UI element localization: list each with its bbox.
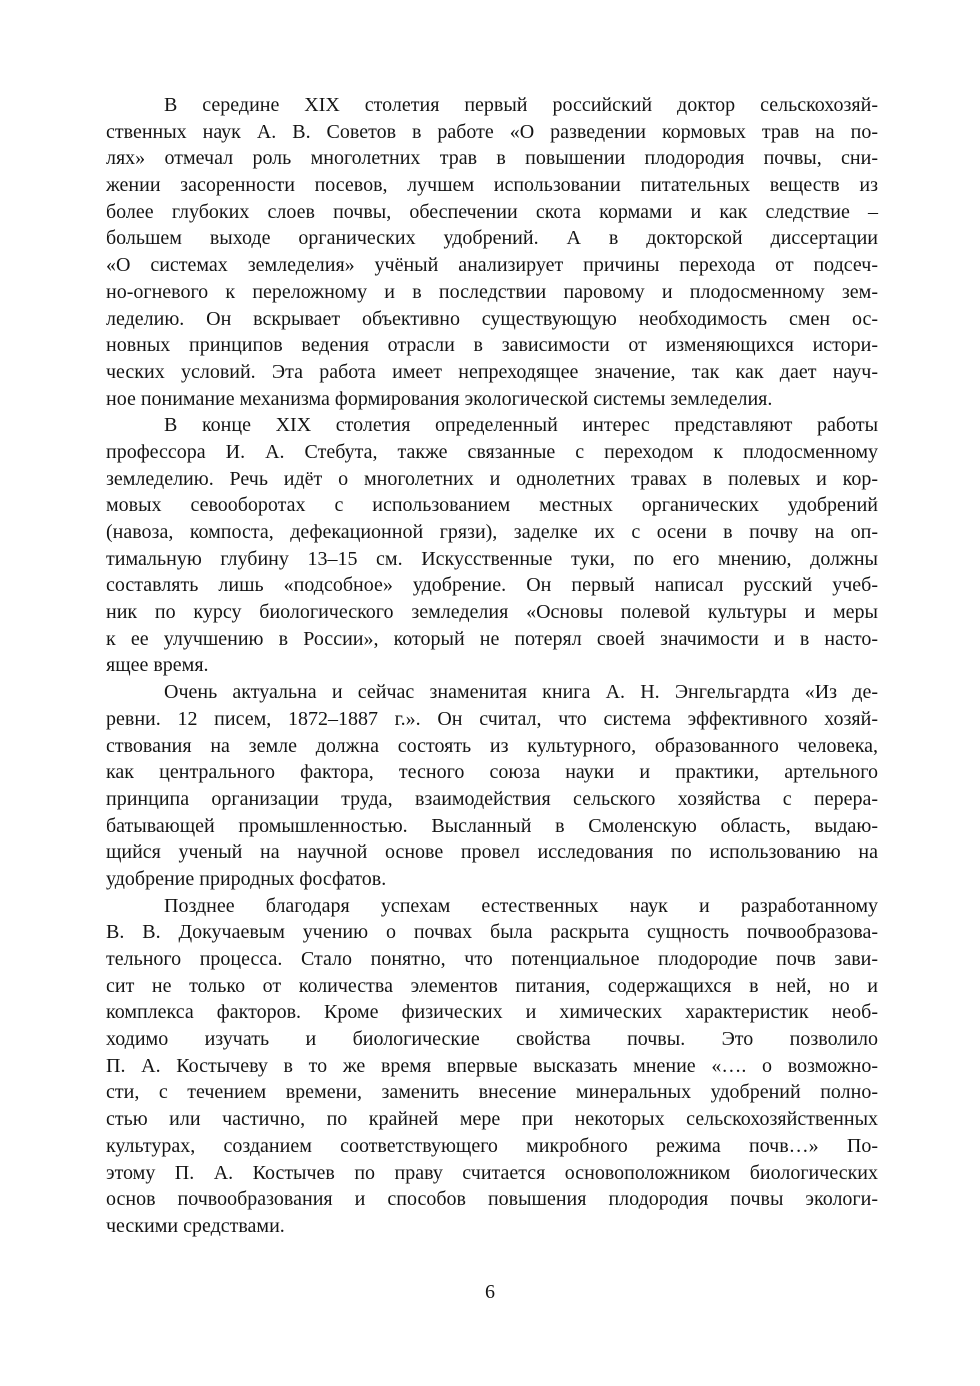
text-line: щийся ученый на научной основе провел исследования по использованию на (106, 841, 878, 864)
text-line: В середине XIX столетия первый российский доктор сельскохозяй- (164, 94, 878, 116)
text-line: к ее улучшению в России», который не потерял своей значимости и в насто- (106, 627, 878, 650)
text-line: как центрального фактора, тесного союза науки и практики, артельного (106, 761, 878, 784)
text-line: жении засоренности посевов, лучшем использовании питательных веществ из (106, 174, 878, 197)
text-line: тельного процесса. Стало понятно, что потенциальное плодородие почв зави- (106, 948, 878, 970)
text-line: ствования на земле должна состоять из культурного, образованного человека, (106, 734, 878, 757)
text-line: земледелию. Речь идёт о многолетних и однолетних травах в полевых и кор- (106, 467, 878, 490)
text-line: основ почвообразования и способов повышения плодородия почвы экологи- (106, 1188, 878, 1211)
text-line: ческими средствами. (106, 1214, 285, 1237)
page-number: 6 (485, 1281, 495, 1303)
text-line: В конце XIX столетия определенный интерес представляют работы (164, 414, 878, 437)
text-line: (навоза, компоста, дефекационной грязи), заделке их с осени в почву на оп- (106, 521, 878, 543)
text-line: ящее время. (106, 654, 209, 677)
text-line: принципа организации труда, взаимодействия сельского хозяйства с перера- (106, 787, 878, 810)
text-line: культурах, созданием соответствующего микробного режима почв…» По- (106, 1134, 878, 1157)
paragraph (106, 92, 878, 412)
text-line: удобрение природных фосфатов. (106, 867, 387, 890)
text-line: большем выходе органических удобрений. А в докторской диссертации (106, 227, 878, 250)
text-line: ное понимание механизма формирования экологической системы земледелия. (106, 387, 773, 410)
text-line: но-огневого к переложному и в последствии паровому и плодосменному зем- (106, 280, 878, 303)
text-line: стью или частично, по крайней мере при некоторых сельскохозяйственных (106, 1108, 878, 1131)
text-line: сит не только от количества элементов питания, содержащихся в ней, но и (106, 974, 878, 997)
text-line: ревни. 12 писем, 1872–1887 г.». Он считал, что система эффективного хозяй- (106, 707, 878, 730)
text-line: новных принципов ведения отрасли в зависимости от изменяющихся истори- (106, 334, 878, 357)
text-line: В. В. Докучаевым учению о почвах была раскрыта сущность почвообразова- (106, 921, 878, 944)
text-line: сти, с течением времени, заменить внесение минеральных удобрений полно- (106, 1081, 878, 1104)
text-line: составлять лишь «подсобное» удобрение. Он первый написал русский учеб- (106, 574, 878, 597)
text-line: ник по курсу биологического земледелия «Основы полевой культуры и меры (106, 601, 878, 624)
text-line: этому П. А. Костычев по праву считается основоположником биологических (106, 1161, 878, 1184)
text-line: батывающей промышленностью. Высланный в Смоленскую область, выдаю- (106, 814, 878, 837)
text-line: профессора И. А. Стебута, также связанные с переходом к плодосменному (106, 440, 878, 463)
text-line: ческих условий. Эта работа имеет непреходящее значение, так как дает науч- (106, 360, 878, 383)
paragraph (106, 893, 878, 1240)
text-line: Позднее благодаря успехам естественных наук и разработанному (164, 894, 878, 917)
text-line: «О системах земледелия» учёный анализирует причины перехода от подсеч- (106, 254, 878, 277)
text-line: леделию. Он вскрывает объективно существующую необходимость смен ос- (106, 307, 878, 330)
text-line: Очень актуальна и сейчас знаменитая книга А. Н. Энгельгардта «Из де- (164, 681, 878, 704)
text-line: более глубоких слоев почвы, обеспечении скота кормами и как следствие – (106, 200, 878, 223)
text-line: П. А. Костычеву в то же время впервые высказать мнение «…. о возможно- (106, 1054, 878, 1077)
text-line: ходимо изучать и биологические свойства почвы. Это позволило (106, 1028, 878, 1051)
text-line: ственных наук А. В. Советов в работе «О разведении кормовых трав на по- (106, 120, 878, 143)
text-line: лях» отмечал роль многолетних трав в повышении плодородия почвы, сни- (106, 147, 878, 170)
document-body (106, 92, 878, 1240)
text-line: мовых севооборотах с использованием местных органических удобрений (106, 494, 878, 517)
paragraph (106, 412, 878, 679)
paragraph (106, 679, 878, 893)
text-line: комплекса факторов. Кроме физических и химических характеристик необ- (106, 1001, 878, 1024)
text-line: тимальную глубину 13–15 см. Искусственные туки, по его мнению, должны (106, 547, 878, 570)
